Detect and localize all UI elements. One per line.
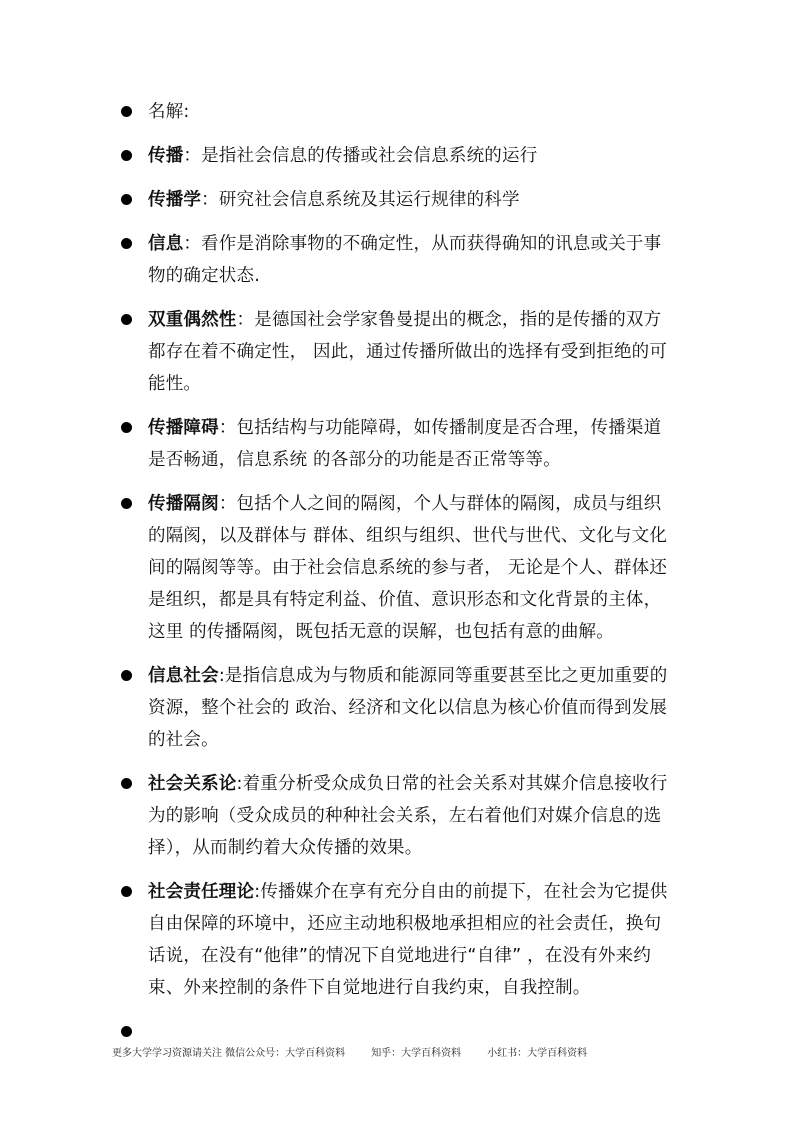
bullet-icon	[121, 1026, 132, 1037]
separator: ：	[183, 234, 202, 254]
term: 传播障碍	[148, 418, 219, 438]
definition: 是德国社会学家鲁曼提出的概念，指的是传播的双方都存在着不确定性， 因此，通过传播所做出的选择有受到拒绝的可能性。	[148, 310, 668, 394]
glossary-list	[118, 96, 678, 1060]
separator: :	[254, 882, 261, 902]
bullet-icon	[121, 670, 132, 681]
page-footer	[112, 1044, 587, 1059]
footer-xiaohongshu: 小红书：大学百科资料	[487, 1048, 588, 1059]
bullet-icon	[121, 106, 132, 117]
separator: ：	[183, 146, 202, 166]
definition: 着重分析受众成负日常的社会关系对其媒介信息接收行为的影响（受众成员的种种社会关系，左右着他们对媒介信息的选择），从而制约着大众传播的效果。	[148, 774, 668, 858]
list-item	[118, 412, 678, 476]
definition: 是指社会信息的传播或社会信息系统的运行	[201, 146, 538, 166]
bullet-icon	[121, 778, 132, 789]
bullet-icon	[121, 498, 132, 509]
separator: :	[218, 666, 225, 686]
bullet-icon	[121, 314, 132, 325]
bullet-icon	[121, 422, 132, 433]
list-item	[118, 660, 678, 756]
list-item	[118, 488, 678, 648]
list-item	[118, 768, 678, 864]
separator: ：	[218, 494, 237, 514]
separator: ：	[218, 418, 237, 438]
separator: ：	[236, 310, 255, 330]
list-item-heading	[118, 96, 678, 128]
bullet-icon	[121, 886, 132, 897]
term: 社会关系论	[148, 774, 237, 794]
list-item	[118, 140, 678, 172]
definition: 名解:	[148, 102, 190, 122]
list-item	[118, 304, 678, 400]
definition: 传播媒介在享有充分自由的前提下，在社会为它提供自由保障的环境中，还应主动地积极地承担相应的社会责任，换句话说，在没有“他律”的情况下自觉地进行“自律” ，在没有外来约束、外来控制的条件下自觉地进行自我约束，自我控制。	[148, 882, 668, 998]
list-item	[118, 876, 678, 1004]
footer-zhihu: 知乎：大学百科资料	[371, 1048, 462, 1059]
definition: 包括结构与功能障碍，如传播制度是否合理，传播渠道是否畅通，信息系统 的各部分的功能是否正常等等。	[148, 418, 662, 470]
definition: 研究社会信息系统及其运行规律的科学	[218, 190, 520, 210]
footer-promo: 更多大学学习资源请关注 微信公众号：大学百科资料	[112, 1048, 346, 1059]
term: 双重偶然性	[148, 310, 237, 330]
term: 传播	[148, 146, 184, 166]
definition: 看作是消除事物的不确定性，从而获得确知的讯息或关于事物的确定状态.	[148, 234, 662, 286]
bullet-icon	[121, 194, 132, 205]
term: 传播学	[148, 190, 202, 210]
separator: ：	[201, 190, 219, 210]
bullet-icon	[121, 150, 132, 161]
bullet-icon	[121, 238, 132, 249]
definition: 是指信息成为与物质和能源同等重要甚至比之更加重要的资源，整个社会的 政治、经济和文化以信息为核心价值而得到发展的社会。	[148, 666, 668, 750]
term: 社会责任理论	[148, 882, 255, 902]
term: 信息	[148, 234, 184, 254]
separator: :	[236, 774, 243, 794]
term: 信息社会	[148, 666, 219, 686]
list-item	[118, 184, 678, 216]
definition: 包括个人之间的隔阂，个人与群体的隔阂，成员与组织的隔阂，以及群体与 群体、组织与组织、世代与世代、文化与文化间的隔阂等等。由于社会信息系统的参与者， 无论是个人、群体还是组织，都是具有特定利益、价值、意识形态和文化背景的主体，这里 的传播隔阂，既包括无意的误解，也包括有意的曲解。	[148, 494, 668, 642]
term: 传播隔阂	[148, 494, 219, 514]
list-item	[118, 228, 678, 292]
